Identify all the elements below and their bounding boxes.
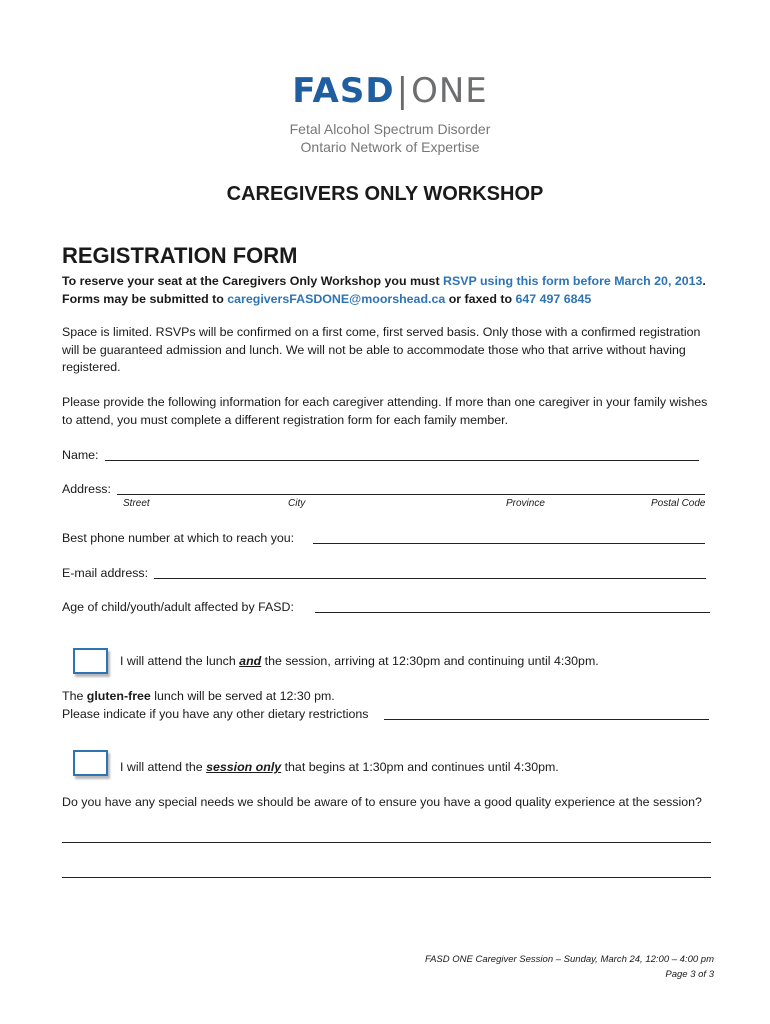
submit-text: Forms may be submitted to	[62, 291, 228, 306]
name-label: Name:	[62, 448, 99, 462]
dietary-restrictions-field[interactable]	[384, 719, 709, 720]
special-needs-line-1[interactable]	[62, 842, 711, 843]
age-label: Age of child/youth/adult affected by FASD:	[62, 600, 294, 614]
rsvp-deadline: RSVP using this form before March 20, 2013	[443, 274, 703, 288]
street-label: Street	[123, 498, 150, 509]
city-label: City	[288, 498, 306, 509]
session-option-suffix: that begins at 1:30pm and continues until 4:30pm.	[281, 760, 559, 774]
session-option-prefix: I will attend the	[120, 760, 207, 774]
logo-one-text: ONE	[411, 71, 488, 111]
lunch-option-text	[120, 653, 599, 669]
intro-line-2	[62, 291, 712, 309]
postal-code-label: Postal Code	[651, 498, 706, 509]
space-limited-paragraph: Space is limited. RSVPs will be confirmed on a first come, first served basis. Only those with a confirmed registration will be guaranteed admission and lunch. We will not be able to accommodate those who that arrive without having registered.	[62, 325, 701, 374]
session-only-checkbox[interactable]	[73, 750, 108, 776]
age-field[interactable]	[315, 612, 710, 613]
session-option-text	[120, 759, 559, 775]
dietary-label: Please indicate if you have any other dietary restrictions	[62, 707, 369, 721]
address-label: Address:	[62, 482, 111, 496]
gluten-suffix: lunch will be served at 12:30 pm.	[150, 689, 335, 703]
workshop-title: CAREGIVERS ONLY WORKSHOP	[226, 183, 544, 205]
lunch-option-suffix: the session, arriving at 12:30pm and continuing until 4:30pm.	[261, 654, 599, 668]
phone-field[interactable]	[313, 543, 705, 544]
page-footer	[425, 952, 714, 982]
caregiver-info-paragraph: Please provide the following information for each caregiver attending. If more than one caregiver in your family wishes to attend, you must complete a different registration form for each family member.	[62, 395, 708, 427]
name-field[interactable]	[105, 460, 699, 461]
submission-email-link[interactable]: caregiversFASDONE@moorshead.ca	[227, 291, 446, 306]
logo-separator: |	[396, 71, 410, 111]
fasd-one-logo	[250, 72, 530, 156]
logo-tagline	[250, 120, 530, 156]
email-label: E-mail address:	[62, 566, 149, 580]
phone-label: Best phone number at which to reach you:	[62, 531, 295, 545]
gluten-prefix: The	[62, 689, 87, 703]
address-field[interactable]	[117, 494, 705, 495]
email-field[interactable]	[154, 578, 706, 579]
fax-number: 647 497 6845	[515, 291, 592, 306]
session-option-emphasis: session only	[206, 760, 282, 774]
lunch-option-emphasis: and	[239, 654, 262, 668]
intro-paragraph	[62, 273, 712, 308]
footer-session-info: FASD ONE Caregiver Session – Sunday, March 24, 12:00 – 4:00 pm	[424, 954, 714, 965]
lunch-and-session-checkbox[interactable]	[73, 648, 108, 674]
intro-period: .	[702, 274, 706, 288]
fax-text: or faxed to	[445, 291, 516, 306]
special-needs-question: Do you have any special needs we should be aware of to ensure you have a good quality experience at the session?	[62, 795, 702, 809]
gluten-free-emphasis: gluten-free	[86, 689, 151, 703]
tagline-line-2: Ontario Network of Expertise	[300, 139, 480, 155]
form-title: REGISTRATION FORM	[62, 243, 298, 268]
gluten-free-note	[62, 688, 335, 704]
lunch-option-prefix: I will attend the lunch	[120, 654, 240, 668]
tagline-line-1: Fetal Alcohol Spectrum Disorder	[289, 121, 491, 137]
special-needs-line-2[interactable]	[62, 877, 711, 878]
intro-line-1	[62, 273, 712, 291]
logo-fasd-text: FASD	[292, 71, 395, 111]
province-label: Province	[506, 498, 545, 509]
footer-page-number: Page 3 of 3	[665, 969, 714, 980]
intro-text: To reserve your seat at the Caregivers Only Workshop you must	[62, 274, 444, 288]
logo-wordmark	[250, 72, 530, 110]
